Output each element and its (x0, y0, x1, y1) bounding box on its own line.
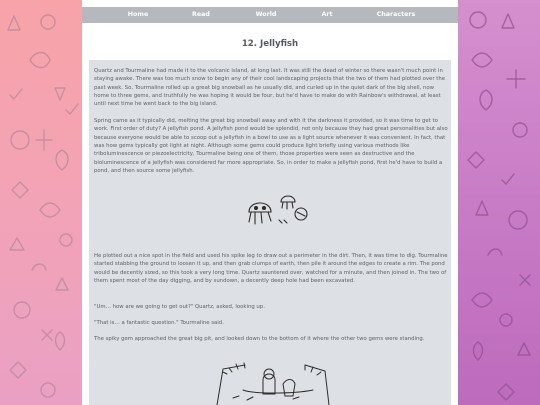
right-decorative-panel (458, 0, 540, 405)
nav-world[interactable]: World (255, 11, 277, 18)
chapter-page (82, 23, 458, 405)
story-paragraph: He plotted out a nice spot in the field and used his spike leg to draw out a perimeter in the dirt. Then, it was time to dig. Tourmaline started stabbing the ground to loosen it up, and then grab clumps of earth, then pile it around the edges to create a rim. The pond would be decently sized, so this took a very long time. Quartz sauntered over, watched for a minute, and then joined in. The two of them spent most of the day digging, and by sundown, a decently deep hole had been excavated. (94, 253, 448, 285)
story-paragraph: Spring came as it typically did, melting the great big snowball away and with it the darkness it provided, so it was time to get to work. First order of duty? A jellyfish pond. A jellyfish pond would be splendid, not only because they had great personalities but also because everyone would be able to scoop out a jellyfish in a bowl to use as a light source whenever it was convenient. In fact, that was how gems typically got light at night. Although some gems could produce light briefly using various methods like triboluminescence or piezoelectricity, Tourmaline being one of them, those properties were seen as destructive and the bioluminescence of a jellyfish was considered far more appropriate. So, in order to make a jellyfish pond, first he'd have to build a pond, and then source some jellyfish. (94, 118, 448, 175)
doodle-pattern-icon (458, 0, 540, 405)
doodle-pattern-icon (0, 0, 82, 405)
jellyfish-sketch-icon (239, 190, 319, 238)
nav-home[interactable]: Home (127, 11, 149, 18)
pit-sketch-icon (213, 360, 333, 405)
nav-characters[interactable]: Characters (376, 11, 416, 18)
left-decorative-panel (0, 0, 82, 405)
top-navigation (82, 7, 458, 23)
story-paragraph: Quartz and Tourmaline had made it to the volcanic island, at long last. It was still the dead of winter so there wasn't much point in staying awake. There was too much snow to begin any of their cool landscaping projects that the two of them had plotted over the past week. So, Tourmaline rolled up a great big snowball as he usually did, and curled up in the quiet dark of the big shell, now home to three gems, and truthfully he was hoping it would be four, but he'd have to make do with Rainbow's withdrawal, at least until next time he went back to the big island. (94, 68, 446, 108)
chapter-title: 12. Jellyfish (241, 39, 299, 49)
story-paragraph: "Um… how are we going to get out?" Quartz, asked, looking up. (94, 304, 265, 310)
nav-read[interactable]: Read (192, 11, 210, 18)
story-content[interactable] (89, 60, 451, 405)
nav-art[interactable]: Art (321, 11, 333, 18)
story-paragraph: The spiky gem approached the great big pit, and looked down to the bottom of it where the other two gems were standing. (94, 336, 425, 342)
story-paragraph: "That is… a fantastic question." Tourmaline said. (94, 320, 224, 326)
